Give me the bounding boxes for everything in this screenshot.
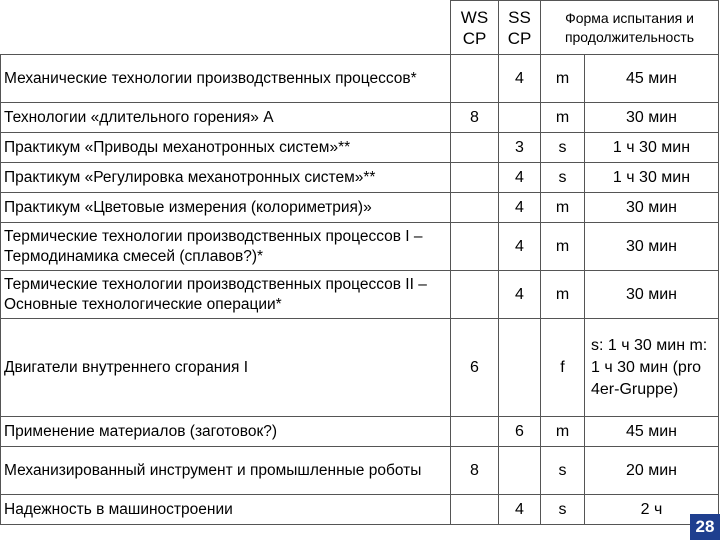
course-name: Термические технологии производственных процессов I – Термодинамика смесей (сплавов?)* [1, 223, 451, 271]
exam-mode: s [541, 495, 585, 525]
header-form: Форма испытания и продолжительность [541, 1, 719, 55]
exam-duration: 30 мин [585, 193, 719, 223]
ws-cp-value [451, 271, 499, 319]
course-name: Технологии «длительного горения» А [1, 103, 451, 133]
exam-mode: s [541, 163, 585, 193]
exam-duration: 30 мин [585, 103, 719, 133]
ss-cp-value [499, 447, 541, 495]
table-row [1, 223, 719, 271]
course-name: Двигатели внутреннего сгорания I [1, 319, 451, 417]
exam-mode: s [541, 133, 585, 163]
table-row [1, 495, 719, 525]
exam-duration: 45 мин [585, 417, 719, 447]
ss-cp-value [499, 103, 541, 133]
exam-duration: 20 мин [585, 447, 719, 495]
ws-cp-value: 8 [451, 103, 499, 133]
ws-cp-value [451, 55, 499, 103]
table-row [1, 319, 719, 417]
course-name: Механические технологии производственных процессов* [1, 55, 451, 103]
exam-mode: m [541, 55, 585, 103]
exam-mode: m [541, 417, 585, 447]
exam-mode: s [541, 447, 585, 495]
table-row [1, 133, 719, 163]
ss-cp-value: 4 [499, 193, 541, 223]
header-ss-cp: SS CP [499, 1, 541, 55]
ws-cp-value: 8 [451, 447, 499, 495]
ws-cp-value [451, 417, 499, 447]
exam-duration: 30 мин [585, 223, 719, 271]
course-name: Практикум «Регулировка механотронных систем»** [1, 163, 451, 193]
header-ws-cp: WS CP [451, 1, 499, 55]
header-blank [1, 1, 451, 55]
exam-mode: m [541, 193, 585, 223]
ws-cp-value [451, 193, 499, 223]
exam-duration: 30 мин [585, 271, 719, 319]
table-row [1, 193, 719, 223]
ss-cp-value: 3 [499, 133, 541, 163]
course-name: Применение материалов (заготовок?) [1, 417, 451, 447]
ws-cp-value: 6 [451, 319, 499, 417]
course-name: Термические технологии производственных процессов II – Основные технологические операции* [1, 271, 451, 319]
table-row [1, 417, 719, 447]
ws-cp-value [451, 495, 499, 525]
exam-mode: m [541, 271, 585, 319]
ws-cp-value [451, 133, 499, 163]
table-row [1, 163, 719, 193]
ss-cp-value [499, 319, 541, 417]
table-row [1, 55, 719, 103]
ss-cp-value: 4 [499, 55, 541, 103]
header-row [1, 1, 719, 55]
ss-cp-value: 6 [499, 417, 541, 447]
exam-mode: m [541, 223, 585, 271]
exam-duration: 2 ч [585, 495, 719, 525]
course-name: Надежность в машиностроении [1, 495, 451, 525]
exam-mode: f [541, 319, 585, 417]
ws-cp-value [451, 163, 499, 193]
exam-duration: 1 ч 30 мин [585, 163, 719, 193]
table-row [1, 271, 719, 319]
course-name: Практикум «Приводы механотронных систем»** [1, 133, 451, 163]
course-name: Механизированный инструмент и промышленные роботы [1, 447, 451, 495]
ws-cp-value [451, 223, 499, 271]
exam-duration: 45 мин [585, 55, 719, 103]
ss-cp-value: 4 [499, 495, 541, 525]
page-number-badge: 28 [690, 514, 720, 540]
table-row [1, 103, 719, 133]
course-name: Практикум «Цветовые измерения (колориметрия)» [1, 193, 451, 223]
table-row [1, 447, 719, 495]
exam-duration: 1 ч 30 мин [585, 133, 719, 163]
ss-cp-value: 4 [499, 271, 541, 319]
ss-cp-value: 4 [499, 163, 541, 193]
ss-cp-value: 4 [499, 223, 541, 271]
exam-mode: m [541, 103, 585, 133]
exam-duration: s: 1 ч 30 мин m: 1 ч 30 мин (pro 4er-Gruppe) [585, 319, 719, 417]
